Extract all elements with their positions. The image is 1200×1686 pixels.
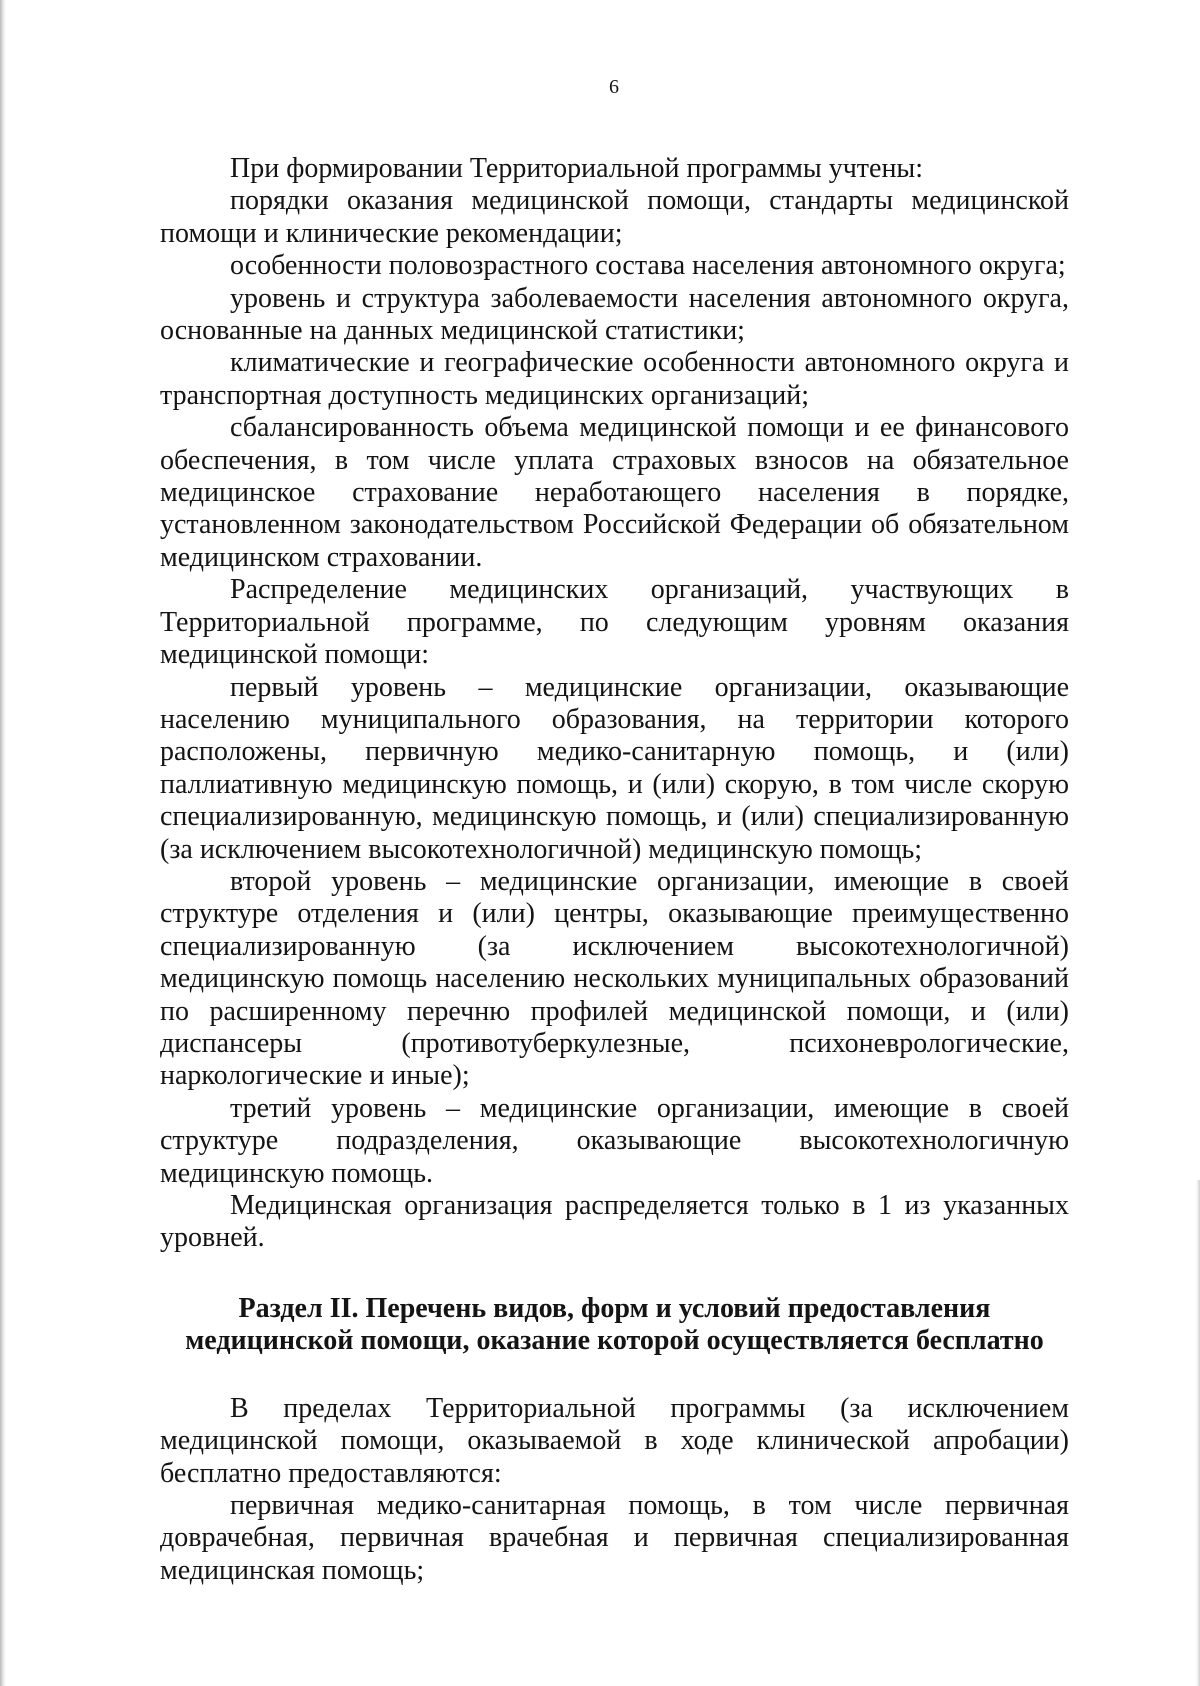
paragraph-item: первичная медико-санитарная помощь, в том числе первичная доврачебная, первичная врачебная и первичная специализированная медицинская помощь; bbox=[160, 1490, 1069, 1586]
scan-edge-left bbox=[0, 0, 6, 1686]
paragraph-item: климатические и географические особенности автономного округа и транспортная доступность медицинских организаций; bbox=[160, 347, 1069, 411]
section-heading-line-1: Раздел II. Перечень видов, форм и условий предоставления bbox=[238, 1292, 991, 1324]
paragraph-level-first: первый уровень – медицинские организации, оказывающие населению муниципального образования, на территории которого расположены, первичную медико-санитарную помощь, и (или) паллиативную медицинскую помощь, и (или) скорую, в том числе скорую специализированную, медицинскую помощь, и (или) специализированную (за исключением высокотехнологичной) медицинскую помощь; bbox=[160, 671, 1069, 865]
paragraph-level-second: второй уровень – медицинские организации, имеющие в своей структуре отделения и (или) центры, оказывающие преимущественно специализированную (за исключением высокотехнологичной) медицинскую помощь населению нескольких муниципальных образований по расширенному перечню профилей медицинской помощи, и (или) диспансеры (противотуберкулезные, психоневрологические, наркологические и иные); bbox=[160, 865, 1069, 1092]
section-heading bbox=[160, 1293, 1069, 1357]
paragraph-item: особенности половозрастного состава населения автономного округа; bbox=[230, 250, 1066, 282]
paragraph-levels-intro: Распределение медицинских организаций, участвующих в Территориальной программе, по следующим уровням оказания медицинской помощи: bbox=[160, 574, 1069, 671]
document-body bbox=[160, 153, 1069, 1587]
paragraph-note: Медицинская организация распределяется только в 1 из указанных уровней. bbox=[160, 1190, 1069, 1254]
paragraph-intro: При формировании Территориальной программы учтены: bbox=[230, 153, 924, 184]
paragraph-item: сбалансированность объема медицинской помощи и ее финансового обеспечения, в том числе уплата страховых взносов на обязательное медицинское страхование неработающего населения в порядке, установленном законодательством Российской Федерации об обязательном медицинском страховании. bbox=[160, 412, 1069, 573]
scan-edge-right bbox=[1196, 1180, 1200, 1686]
page-number: 6 bbox=[609, 76, 619, 98]
section-heading-line-2: медицинской помощи, оказание которой осуществляется бесплатно bbox=[185, 1324, 1044, 1356]
paragraph-item: уровень и структура заболеваемости населения автономного округа, основанные на данных медицинской статистики; bbox=[160, 282, 1069, 347]
paragraph-item: порядки оказания медицинской помощи, стандарты медицинской помощи и клинические рекомендации; bbox=[160, 185, 1069, 249]
paragraph-section-intro: В пределах Территориальной программы (за исключением медицинской помощи, оказываемой в ходе клинической апробации) бесплатно предоставляются: bbox=[160, 1392, 1069, 1489]
paragraph-level-third: третий уровень – медицинские организации, имеющие в своей структуре подразделения, оказывающие высокотехнологичную медицинскую помощь. bbox=[160, 1092, 1069, 1189]
